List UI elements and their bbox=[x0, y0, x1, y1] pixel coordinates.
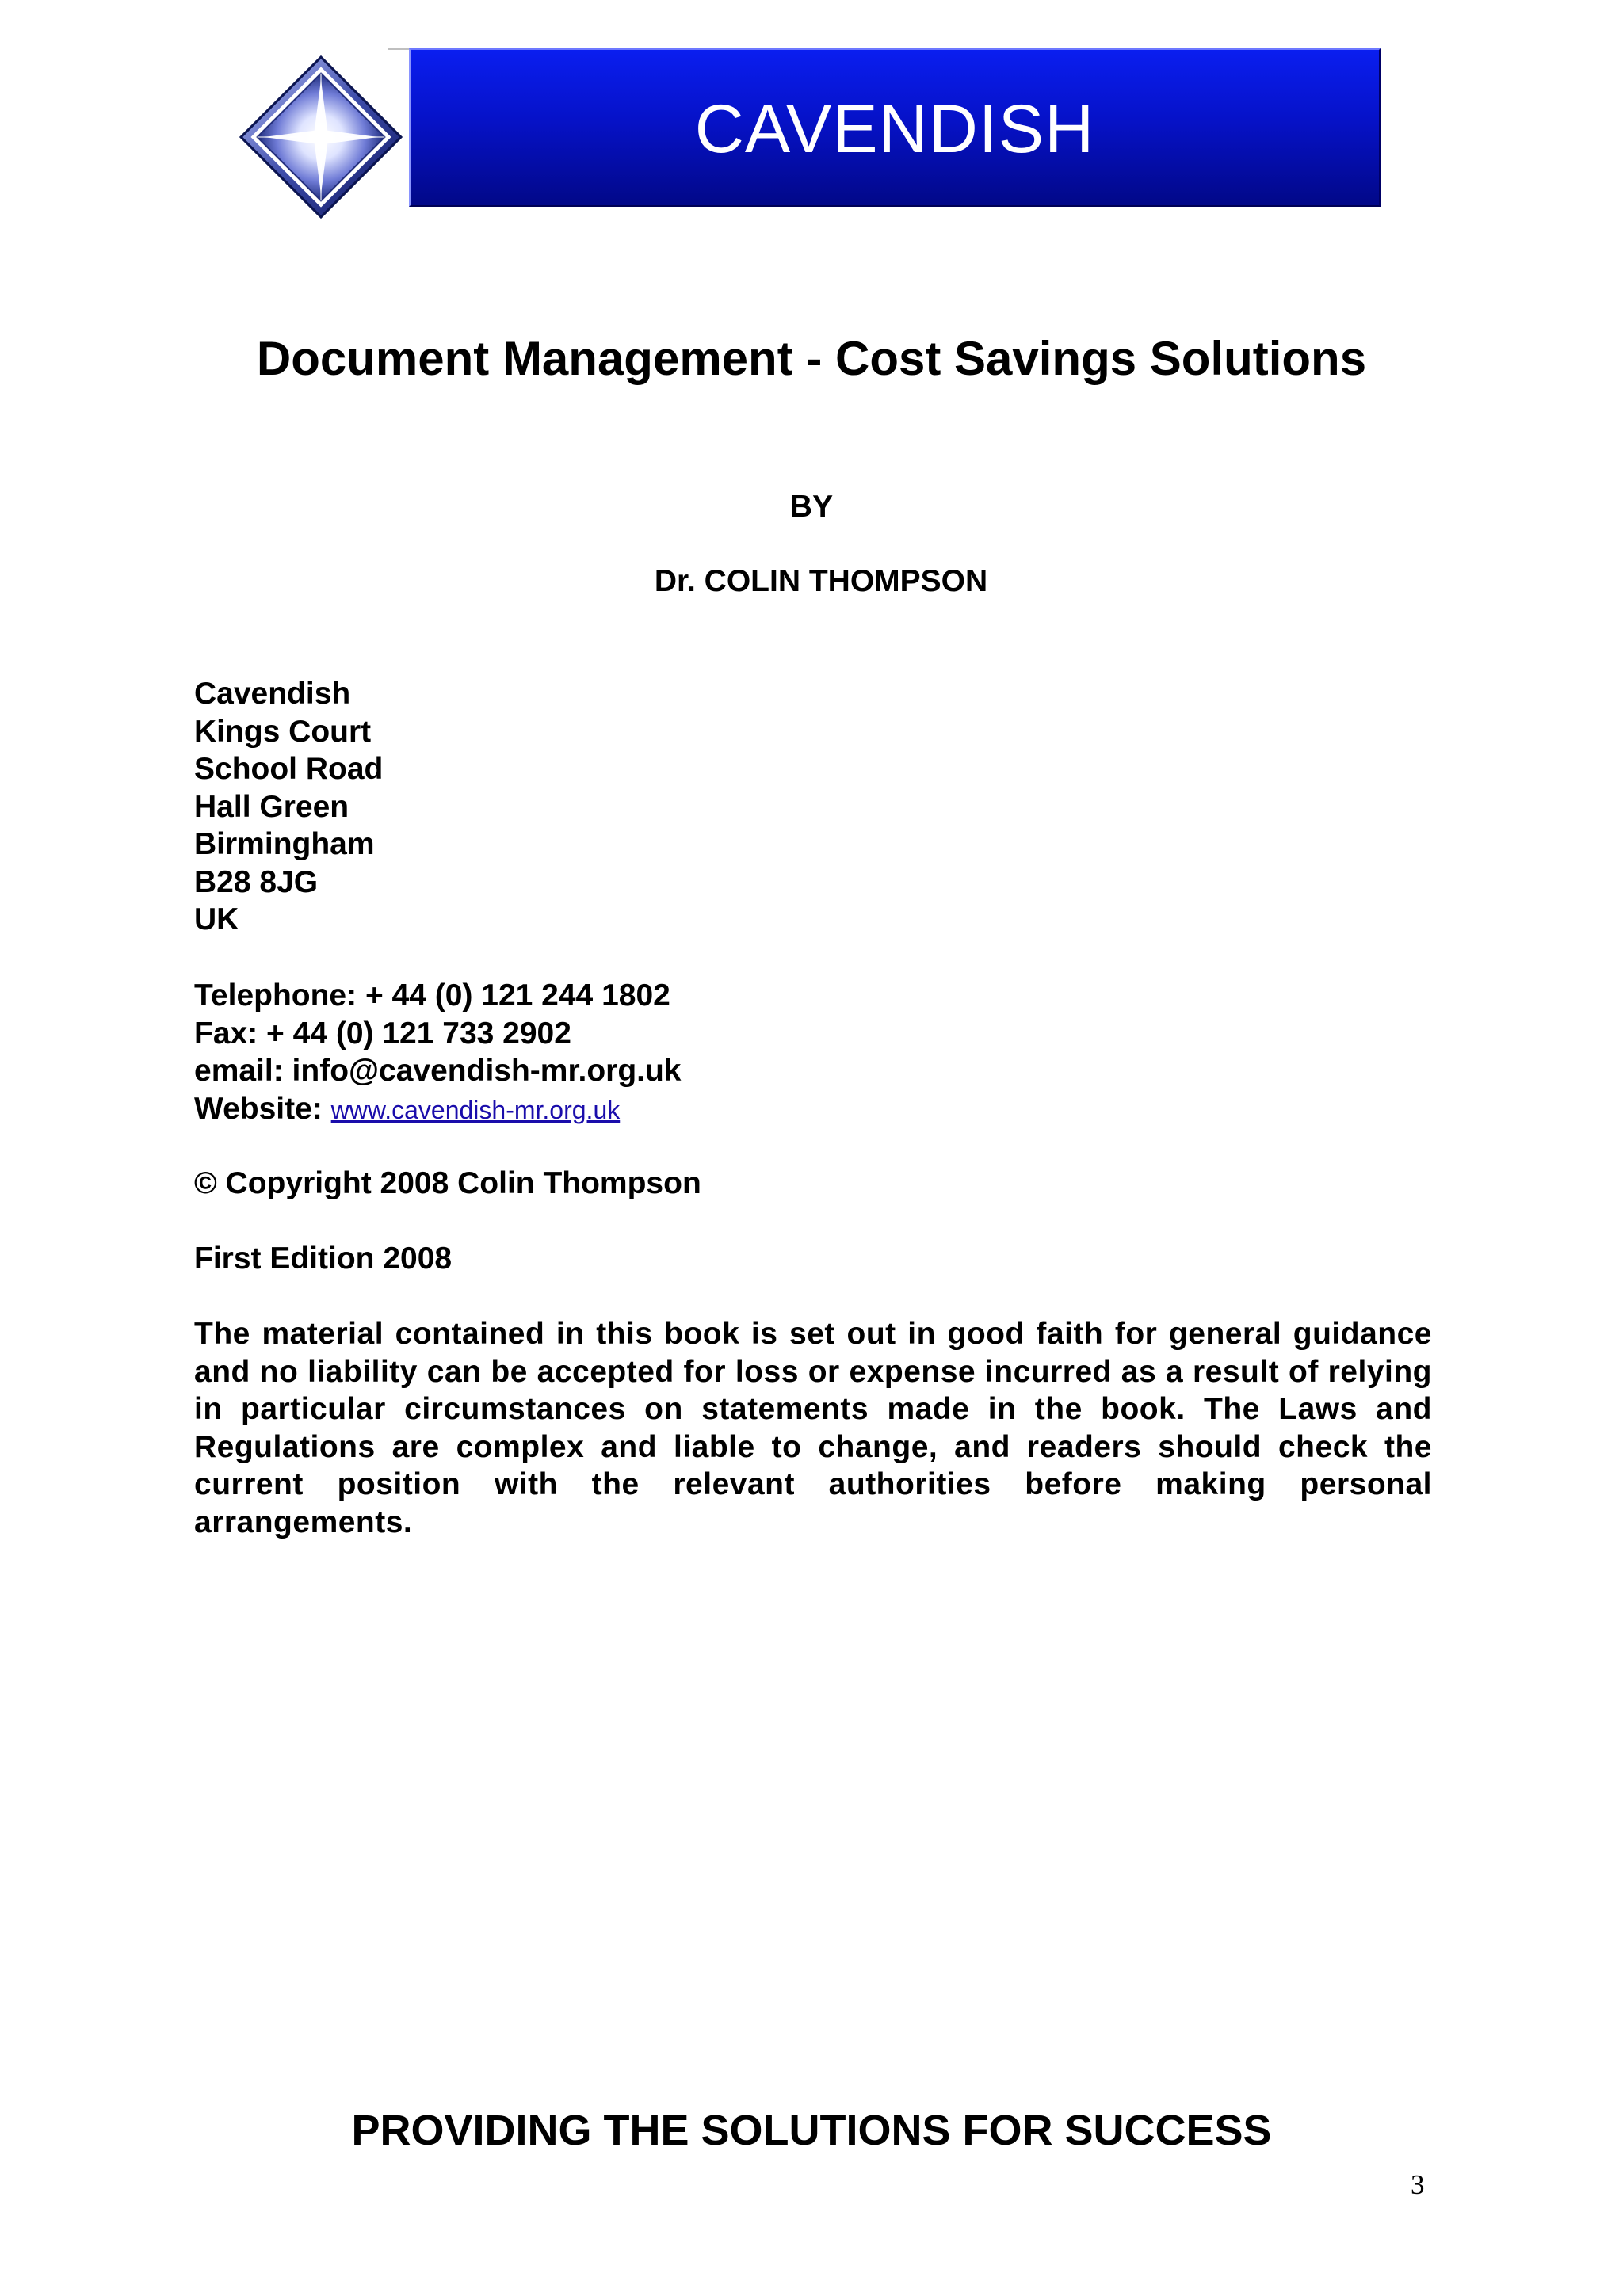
address-line: UK bbox=[194, 902, 239, 936]
fax-line: Fax: + 44 (0) 121 733 2902 bbox=[194, 1016, 571, 1051]
author-name: Dr. COLIN THOMPSON bbox=[654, 564, 988, 598]
address-line: Birmingham bbox=[194, 827, 375, 861]
document-title: Document Management - Cost Savings Solutions bbox=[256, 332, 1367, 385]
postal-address bbox=[194, 675, 1432, 939]
byline-by: BY bbox=[789, 490, 834, 524]
website-label: Website: bbox=[194, 1091, 331, 1126]
disclaimer-text: The material contained in this book is set out in good faith for general guidance and no liability can be accepted for loss or expense incurred as a result of relying in particular circumstances on statements made in the book. The Laws and Regulations are complex and liable to change, and readers should check the current position with the relevant authorities before making personal arrangements. bbox=[194, 1317, 1432, 1539]
page-number: 3 bbox=[1411, 2169, 1425, 2200]
address-line: B28 8JG bbox=[194, 864, 319, 899]
banner-title: CAVENDISH bbox=[694, 90, 1095, 167]
website-link[interactable]: www.cavendish-mr.org.uk bbox=[330, 1095, 621, 1124]
contact-details bbox=[194, 977, 1432, 1129]
address-line: School Road bbox=[194, 752, 384, 786]
edition-notice bbox=[194, 1240, 1432, 1278]
cavendish-banner bbox=[409, 48, 1381, 207]
address-line: Kings Court bbox=[194, 714, 372, 749]
edition-text: First Edition 2008 bbox=[194, 1241, 453, 1276]
copyright-notice bbox=[194, 1165, 1432, 1203]
telephone-line: Telephone: + 44 (0) 121 244 1802 bbox=[194, 978, 670, 1013]
website-line bbox=[194, 1090, 1432, 1130]
diamond-star-logo-icon bbox=[239, 55, 403, 219]
copyright-text: © Copyright 2008 Colin Thompson bbox=[194, 1166, 701, 1200]
disclaimer bbox=[194, 1315, 1432, 1541]
footer-tagline: PROVIDING THE SOLUTIONS FOR SUCCESS bbox=[351, 2107, 1272, 2154]
address-line: Cavendish bbox=[194, 677, 351, 711]
email-line: email: info@cavendish-mr.org.uk bbox=[194, 1054, 682, 1088]
address-line: Hall Green bbox=[194, 789, 349, 824]
